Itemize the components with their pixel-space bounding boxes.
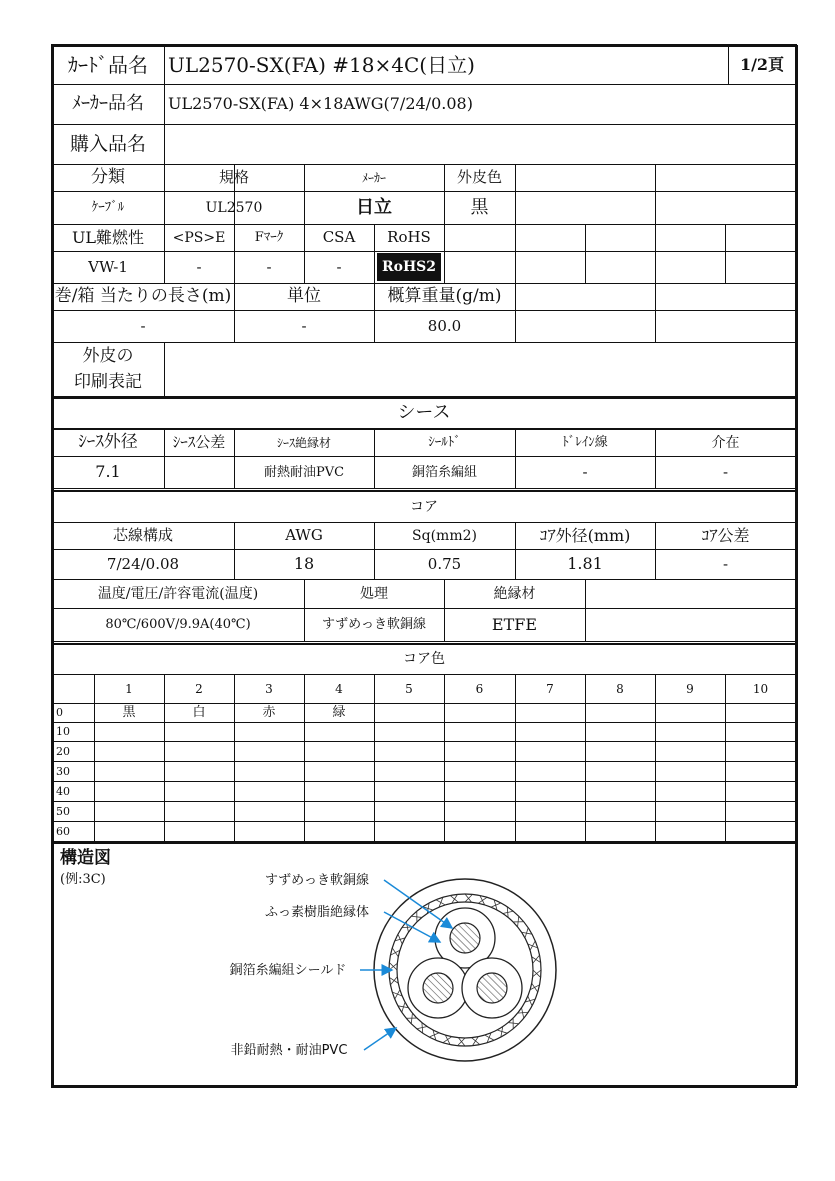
label-braided-shield: 銅箔糸編組シールド (229, 962, 347, 978)
awg-header: AWG (285, 526, 323, 544)
core-color-title: コア色 (403, 651, 445, 667)
core-tol-value: - (722, 554, 729, 573)
sheath-od-header: ｼｰｽ外径 (78, 432, 138, 452)
standard-header: 規格 (218, 168, 249, 186)
core-color-column-2: 2 (195, 681, 203, 696)
standard-value: UL2570 (205, 199, 263, 216)
core-color-row-50: 50 (56, 804, 70, 818)
rating-header: 温度/電圧/許容電流(温度) (97, 585, 259, 602)
core-color-column-5: 5 (405, 681, 413, 696)
page-number: 1/2頁 (739, 54, 785, 74)
flame-header: UL難燃性 (71, 227, 145, 247)
arrow-pvc-jacket (364, 1028, 396, 1050)
construction-header: 芯線構成 (112, 526, 173, 544)
core-color-column-9: 9 (686, 681, 694, 696)
construction-value: 7/24/0.08 (106, 554, 180, 573)
label-fluoro-insulation: ふっ素樹脂絶縁体 (264, 904, 369, 920)
insulation-header: 絶縁材 (493, 585, 536, 602)
sheath-title: シース (397, 402, 451, 423)
maker-name-value: UL2570-SX(FA) 4×18AWG(7/24/0.08) (168, 94, 473, 113)
core-tol-header: ｺｱ公差 (701, 525, 750, 545)
maker-header: ﾒｰｶｰ (361, 170, 386, 185)
label-tinned-copper: すずめっき軟銅線 (264, 872, 369, 888)
sheath-od-value: 7.1 (95, 462, 121, 481)
core-color-2: 白 (192, 705, 206, 720)
core-color-column-10: 10 (752, 681, 769, 696)
filler-header: 介在 (711, 434, 740, 451)
csa-value: - (336, 257, 342, 276)
core-color-1: 黒 (122, 705, 136, 720)
drain-value: - (582, 462, 588, 481)
rating-value: 80℃/600V/9.9A(40℃) (105, 617, 251, 632)
unit-header: 単位 (287, 286, 321, 306)
category-value: ｹｰﾌﾞﾙ (91, 200, 125, 215)
core-color-row-10: 10 (56, 725, 70, 738)
core-color-row-60: 60 (56, 824, 70, 838)
length-value: - (140, 316, 146, 335)
core-color-column-7: 7 (546, 681, 554, 696)
card-name-value: UL2570-SX(FA) #18×4C(日立) (168, 52, 475, 77)
copper-conductor-3 (477, 973, 507, 1003)
structure-subtitle: (例:3C) (60, 871, 106, 887)
core-color-column-1: 1 (125, 681, 133, 696)
structure-title: 構造図 (60, 848, 111, 868)
weight-header: 概算重量(g/m) (387, 286, 502, 306)
copper-conductor-2 (423, 973, 453, 1003)
copper-conductor-1 (450, 923, 480, 953)
fmark-value: - (266, 257, 272, 276)
flame-value: VW-1 (88, 257, 128, 276)
csa-header: CSA (322, 228, 356, 246)
shield-value: 銅箔糸編組 (411, 464, 477, 480)
purchase-name-label: 購入品名 (69, 132, 146, 155)
core-color-row-40: 40 (56, 784, 70, 798)
color-value: 黒 (470, 196, 489, 218)
pse-header: <PS>E (172, 229, 226, 246)
core-color-row-20: 20 (56, 744, 70, 758)
category-header: 分類 (91, 167, 125, 187)
awg-value: 18 (293, 554, 315, 573)
card-name-label: ｶｰﾄﾞ品名 (68, 52, 148, 77)
sq-value: 0.75 (427, 554, 462, 573)
core-title: コア (410, 498, 438, 515)
filler-value: - (722, 462, 729, 481)
core-color-3: 赤 (262, 705, 276, 720)
core-color-column-3: 3 (265, 681, 273, 696)
shield-header: ｼｰﾙﾄﾞ (428, 435, 461, 450)
core-od-header: ｺｱ外径(mm) (539, 525, 631, 545)
core-color-column-4: 4 (335, 681, 343, 696)
unit-value: - (301, 316, 307, 335)
weight-value: 80.0 (427, 316, 462, 335)
length-header: 巻/箱 当たりの長さ(m) (54, 286, 232, 306)
label-pvc-jacket: 非鉛耐熱・耐油PVC (230, 1042, 348, 1058)
core-color-column-6: 6 (475, 681, 484, 696)
print-label-line1: 外皮の (82, 346, 134, 366)
drain-header: ﾄﾞﾚｲﾝ線 (562, 435, 608, 450)
core-color-row-0: 0 (56, 706, 63, 719)
treatment-value: すずめっき軟銅線 (321, 617, 426, 632)
maker-name-label: ﾒｰｶｰ品名 (72, 93, 144, 114)
maker-value: 日立 (356, 196, 392, 218)
core-od-value: 1.81 (567, 554, 603, 573)
print-label-line2: 印刷表記 (74, 371, 142, 392)
core-color-row-30: 30 (56, 764, 70, 778)
outer-jacket (374, 879, 556, 1061)
sheath-material-header: ｼｰｽ絶縁材 (276, 435, 331, 450)
fmark-header: Fﾏｰｸ (254, 230, 284, 245)
core-color-column-8: 8 (616, 681, 624, 696)
core-color-4: 緑 (332, 705, 346, 720)
sheath-material-value: 耐熱耐油PVC (263, 464, 345, 480)
treatment-header: 処理 (360, 585, 388, 602)
rohs2-badge: RoHS2 (377, 253, 441, 281)
insulation-value: ETFE (491, 614, 538, 634)
color-header: 外皮色 (456, 168, 502, 186)
pse-value: - (196, 257, 202, 276)
sq-header: Sq(mm2) (412, 527, 477, 544)
sheath-tol-header: ｼｰｽ公差 (172, 433, 226, 451)
rohs-header: RoHS (387, 228, 431, 246)
